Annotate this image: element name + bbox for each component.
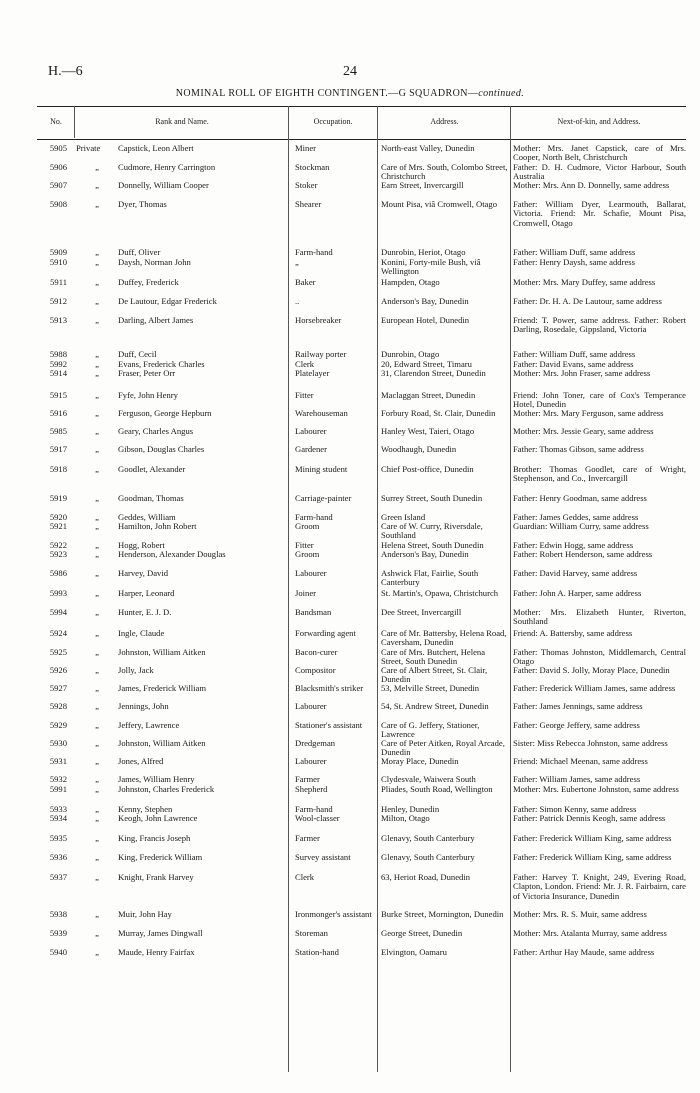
entry-number: 5991 [49, 785, 67, 794]
entry-next-of-kin: Father: Henry Daysh, same address [513, 258, 635, 267]
entry-number: 5929 [49, 721, 67, 730]
roll-table-body [37, 144, 686, 1074]
entry-address: Dunrobin, Heriot, Otago [381, 248, 466, 257]
entry-rank: „ [95, 391, 99, 400]
entry-next-of-kin: Brother: Thomas Goodlet, care of Wright, Stephenson, and Co., Invercargill [513, 465, 686, 484]
entry-name: Kenny, Stephen [118, 805, 173, 814]
entry-rank: „ [95, 666, 99, 675]
entry-name: Geary, Charles Angus [118, 427, 194, 436]
entry-next-of-kin: Father: Robert Henderson, same address [513, 550, 653, 559]
entry-number: 5928 [49, 702, 67, 711]
entry-address: Chief Post-office, Dunedin [381, 465, 474, 474]
entry-next-of-kin: Mother: Mrs. Mary Ferguson, same address [513, 409, 664, 418]
entry-occupation: Dredgeman [295, 739, 336, 748]
entry-name: King, Francis Joseph [118, 834, 191, 843]
entry-address: Konini, Forty-mile Bush, viâ Wellington [381, 258, 481, 277]
entry-occupation: Labourer [295, 757, 327, 766]
entry-number: 5936 [49, 853, 67, 862]
entry-number: 5925 [49, 648, 67, 657]
entry-name: Henderson, Alexander Douglas [118, 550, 226, 559]
entry-number: 5926 [49, 666, 67, 675]
entry-occupation: Clerk [295, 873, 315, 882]
entry-rank: „ [95, 929, 99, 938]
entry-rank: „ [95, 445, 99, 454]
entry-next-of-kin: Father: John A. Harper, same address [513, 589, 642, 598]
entry-occupation: Survey assistant [295, 853, 351, 862]
entry-occupation: Fitter [295, 541, 314, 550]
entry-name: Capstick, Leon Albert [118, 144, 194, 153]
entry-next-of-kin: Father: Frederick William King, same address [513, 834, 672, 843]
entry-occupation: Fitter [295, 391, 314, 400]
entry-number: 5905 [49, 144, 67, 153]
entry-next-of-kin: Father: David S. Jolly, Moray Place, Dunedin [513, 666, 670, 675]
entry-occupation: Stockman [295, 163, 330, 172]
entry-rank: „ [95, 513, 99, 522]
entry-next-of-kin: Father: Harvey T. Knight, 249, Evering Road, Clapton, London. Friend: Mr. J. R. Fairbairn, care of Victoria Insurance, Dunedin [513, 873, 686, 901]
entry-name: Harvey, David [118, 569, 169, 578]
entry-rank: „ [95, 702, 99, 711]
entry-occupation: „ [295, 258, 299, 267]
entry-address: Forbury Road, St. Clair, Dunedin [381, 409, 496, 418]
entry-name: Hogg, Robert [118, 541, 165, 550]
entry-address: Hanley West, Taieri, Otago [381, 427, 475, 436]
entry-occupation: Gardener [295, 445, 327, 454]
column-header-occupation: Occupation. [313, 117, 353, 126]
entry-name: James, William Henry [118, 775, 195, 784]
entry-next-of-kin: Mother: Mrs. Elizabeth Hunter, Riverton, Southland [513, 608, 686, 627]
entry-rank: „ [95, 834, 99, 843]
entry-number: 5937 [49, 873, 67, 882]
entry-number: 5933 [49, 805, 67, 814]
entry-number: 5923 [49, 550, 67, 559]
entry-rank: „ [95, 757, 99, 766]
entry-address: Care of Mr. Battersby, Helena Road, Caversham, Dunedin [381, 629, 507, 648]
entry-next-of-kin: Mother: Mrs. Janet Capstick, care of Mrs. Cooper, North Belt, Christchurch [513, 144, 686, 163]
entry-occupation: Clerk [295, 360, 315, 369]
title-suffix: continued. [478, 88, 525, 99]
entry-name: Daysh, Norman John [118, 258, 191, 267]
entry-number: 5909 [49, 248, 67, 257]
entry-rank: „ [95, 297, 99, 306]
entry-address: Anderson's Bay, Dunedin [381, 550, 469, 559]
entry-next-of-kin: Father: James Jennings, same address [513, 702, 643, 711]
entry-rank: Private [76, 144, 101, 153]
entry-address: Anderson's Bay, Dunedin [381, 297, 469, 306]
entry-occupation: Groom [295, 522, 320, 531]
entry-next-of-kin: Mother: Mrs. Mary Duffey, same address [513, 278, 656, 287]
entry-address: 20, Edward Street, Timaru [381, 360, 472, 369]
entry-next-of-kin: Friend: John Toner, care of Cox's Temperance Hotel, Dunedin [513, 391, 686, 410]
entry-occupation: Miner [295, 144, 317, 153]
entry-number: 5985 [49, 427, 67, 436]
entry-address: Green Island [381, 513, 426, 522]
entry-next-of-kin: Mother: Mrs. R. S. Muir, same address [513, 910, 647, 919]
entry-number: 5986 [49, 569, 67, 578]
entry-number: 5934 [49, 814, 67, 823]
entry-name: Darling, Albert James [118, 316, 194, 325]
entry-rank: „ [95, 316, 99, 325]
entry-name: Fraser, Peter Orr [118, 369, 176, 378]
entry-next-of-kin: Father: William Duff, same address [513, 248, 636, 257]
entry-next-of-kin: Friend: A. Battersby, same address [513, 629, 633, 638]
entry-next-of-kin: Friend: T. Power, same address. Father: Robert Darling, Rosedale, Gippsland, Victoria [513, 316, 686, 335]
column-header-address: Address. [430, 117, 459, 126]
entry-address: 53, Melville Street, Dunedin [381, 684, 480, 693]
entry-name: Johnston, William Aitken [118, 739, 206, 748]
entry-rank: „ [95, 494, 99, 503]
entry-address: Pliades, South Road, Wellington [381, 785, 493, 794]
entry-address: George Street, Dunedin [381, 929, 463, 938]
entry-occupation: Carriage-painter [295, 494, 352, 503]
entry-next-of-kin: Mother: Mrs. Ann D. Donnelly, same address [513, 181, 670, 190]
entry-next-of-kin: Father: Arthur Hay Maude, same address [513, 948, 655, 957]
entry-number: 5931 [49, 757, 67, 766]
entry-name: Hamilton, John Robert [118, 522, 197, 531]
entry-next-of-kin: Father: David Harvey, same address [513, 569, 638, 578]
entry-rank: „ [95, 569, 99, 578]
column-header-no: No. [50, 117, 62, 126]
entry-next-of-kin: Father: Dr. H. A. De Lautour, same address [513, 297, 662, 306]
entry-rank: „ [95, 948, 99, 957]
entry-rank: „ [95, 427, 99, 436]
entry-rank: „ [95, 775, 99, 784]
entry-next-of-kin: Father: Henry Goodman, same address [513, 494, 647, 503]
entry-rank: „ [95, 258, 99, 267]
entry-occupation: Horsebreaker [295, 316, 342, 325]
entry-name: Murray, James Dingwall [118, 929, 203, 938]
entry-address: Care of Peter Aitken, Royal Arcade, Dunedin [381, 739, 505, 758]
entry-name: Evans, Frederick Charles [118, 360, 205, 369]
entry-occupation: Storeman [295, 929, 328, 938]
entry-next-of-kin: Friend: Michael Meenan, same address [513, 757, 648, 766]
entry-name: Jolly, Jack [118, 666, 154, 675]
entry-rank: „ [95, 853, 99, 862]
entry-address: Care of Mrs. Butchert, Helena Street, South Dunedin [381, 648, 486, 667]
entry-rank: „ [95, 248, 99, 257]
entry-occupation: Farmer [295, 834, 320, 843]
entry-next-of-kin: Father: Frederick William King, same address [513, 853, 672, 862]
entry-rank: „ [95, 629, 99, 638]
entry-address: Glenavy, South Canterbury [381, 834, 475, 843]
entry-address: Glenavy, South Canterbury [381, 853, 475, 862]
entry-next-of-kin: Father: William Dyer, Learmouth, Ballarat, Victoria. Friend: Mr. Schafie, Mount Pisa, Cromwell, Otago [513, 200, 686, 228]
column-header-rank-name: Rank and Name. [155, 117, 209, 126]
entry-number: 5920 [49, 513, 67, 522]
entry-address: Hampden, Otago [381, 278, 440, 287]
entry-rank: „ [95, 278, 99, 287]
entry-rank: „ [95, 200, 99, 209]
entry-number: 5927 [49, 684, 67, 693]
entry-number: 5916 [49, 409, 67, 418]
entry-next-of-kin: Father: David Evans, same address [513, 360, 634, 369]
entry-name: Goodlet, Alexander [118, 465, 186, 474]
entry-number: 5938 [49, 910, 67, 919]
entry-occupation: Railway porter [295, 350, 347, 359]
entry-name: Maude, Henry Fairfax [118, 948, 195, 957]
entry-address: Henley, Dunedin [381, 805, 440, 814]
entry-next-of-kin: Father: James Geddes, same address [513, 513, 639, 522]
entry-rank: „ [95, 465, 99, 474]
entry-address: Elvington, Oamaru [381, 948, 447, 957]
entry-name: Gibson, Douglas Charles [118, 445, 205, 454]
table-header [37, 106, 686, 140]
entry-number: 5922 [49, 541, 67, 550]
entry-name: Cudmore, Henry Carrington [118, 163, 216, 172]
entry-number: 5910 [49, 258, 67, 267]
entry-name: King, Frederick William [118, 853, 203, 862]
entry-address: Woodhaugh, Dunedin [381, 445, 457, 454]
entry-number: 5994 [49, 608, 67, 617]
entry-rank: „ [95, 785, 99, 794]
entry-occupation: Stationer's assistant [295, 721, 363, 730]
entry-number: 5915 [49, 391, 67, 400]
page-number: 24 [343, 64, 357, 79]
entry-occupation: Shearer [295, 200, 322, 209]
entry-next-of-kin: Father: William Duff, same address [513, 350, 636, 359]
entry-address: Care of W. Curry, Riversdale, Southland [381, 522, 483, 541]
entry-occupation: Farmer [295, 775, 320, 784]
entry-number: 5917 [49, 445, 67, 454]
entry-occupation: Forwarding agent [295, 629, 356, 638]
entry-name: Dyer, Thomas [118, 200, 167, 209]
entry-rank: „ [95, 739, 99, 748]
entry-number: 5907 [49, 181, 67, 190]
entry-address: Dunrobin, Otago [381, 350, 440, 359]
entry-next-of-kin: Father: George Jeffery, same address [513, 721, 640, 730]
entry-address: Burke Street, Mornington, Dunedin [381, 910, 504, 919]
entry-address: Milton, Otago [381, 814, 430, 823]
entry-number: 5912 [49, 297, 67, 306]
entry-rank: „ [95, 608, 99, 617]
entry-name: Knight, Frank Harvey [118, 873, 194, 882]
entry-occupation: Mining student [295, 465, 348, 474]
entry-number: 5988 [49, 350, 67, 359]
entry-next-of-kin: Mother: Mrs. Eubertone Johnston, same address [513, 785, 679, 794]
entry-number: 5913 [49, 316, 67, 325]
entry-rank: „ [95, 163, 99, 172]
entry-number: 5919 [49, 494, 67, 503]
entry-address: Care of Albert Street, St. Clair, Dunedin [381, 666, 488, 685]
report-code: H.—6 [48, 64, 83, 79]
entry-next-of-kin: Father: D. H. Cudmore, Victor Harbour, South Australia [513, 163, 686, 182]
entry-name: Fyfe, John Henry [118, 391, 178, 400]
entry-number: 5918 [49, 465, 67, 474]
entry-number: 5992 [49, 360, 67, 369]
entry-address: St. Martin's, Opawa, Christchurch [381, 589, 499, 598]
entry-rank: „ [95, 350, 99, 359]
entry-number: 5932 [49, 775, 67, 784]
entry-name: Donnelly, William Cooper [118, 181, 209, 190]
entry-address: Surrey Street, South Dunedin [381, 494, 483, 503]
entry-name: Ingle, Claude [118, 629, 165, 638]
entry-next-of-kin: Father: Thomas Johnston, Middlemarch, Central Otago [513, 648, 686, 667]
entry-name: Duff, Oliver [118, 248, 161, 257]
entry-number: 5940 [49, 948, 67, 957]
entry-next-of-kin: Father: William James, same address [513, 775, 641, 784]
entry-next-of-kin: Mother: Mrs. John Fraser, same address [513, 369, 651, 378]
entry-next-of-kin: Sister: Miss Rebecca Johnston, same address [513, 739, 668, 748]
title-text: NOMINAL ROLL OF EIGHTH CONTINGENT.—G SQUADRON— [175, 88, 479, 99]
entry-next-of-kin: Father: Edwin Hogg, same address [513, 541, 634, 550]
entry-address: Dee Street, Invercargill [381, 608, 462, 617]
entry-name: Hunter, E. J. D. [118, 608, 172, 617]
entry-name: Muir, John Hay [118, 910, 172, 919]
entry-occupation: Compositor [295, 666, 336, 675]
entry-occupation: Ironmonger's assistant [295, 910, 372, 919]
entry-occupation: Baker [295, 278, 316, 287]
entry-rank: „ [95, 522, 99, 531]
entry-name: Jeffery, Lawrence [118, 721, 180, 730]
entry-address: Earn Street, Invercargill [381, 181, 464, 190]
entry-rank: „ [95, 684, 99, 693]
entry-next-of-kin: Mother: Mrs. Atalanta Murray, same address [513, 929, 667, 938]
entry-next-of-kin: Mother: Mrs. Jessie Geary, same address [513, 427, 654, 436]
entry-address: Helena Street, South Dunedin [381, 541, 484, 550]
entry-address: Maclaggan Street, Dunedin [381, 391, 476, 400]
entry-rank: „ [95, 873, 99, 882]
entry-occupation: Joiner [295, 589, 317, 598]
entry-name: Harper, Leonard [118, 589, 175, 598]
entry-number: 5914 [49, 369, 67, 378]
entry-occupation: Labourer [295, 702, 327, 711]
entry-number: 5930 [49, 739, 67, 748]
entry-rank: „ [95, 805, 99, 814]
entry-next-of-kin: Guardian: William Curry, same address [513, 522, 649, 531]
entry-number: 5906 [49, 163, 67, 172]
entry-occupation: Wool-classer [295, 814, 340, 823]
entry-address: 54, St. Andrew Street, Dunedin [381, 702, 489, 711]
entry-occupation: Farm-hand [295, 805, 333, 814]
entry-address: 31, Clarendon Street, Dunedin [381, 369, 486, 378]
entry-address: Care of G. Jeffery, Stationer, Lawrence [381, 721, 480, 740]
entry-occupation: Labourer [295, 569, 327, 578]
entry-rank: „ [95, 541, 99, 550]
entry-number: 5993 [49, 589, 67, 598]
entry-occupation: .. [295, 297, 300, 306]
entry-rank: „ [95, 814, 99, 823]
entry-number: 5924 [49, 629, 67, 638]
entry-address: Moray Place, Dunedin [381, 757, 459, 766]
entry-number: 5921 [49, 522, 67, 531]
page-title [0, 88, 700, 99]
entry-address: 63, Heriot Road, Dunedin [381, 873, 471, 882]
entry-name: Duff, Cecil [118, 350, 157, 359]
entry-address: Ashwick Flat, Fairlie, South Canterbury [381, 569, 479, 588]
entry-next-of-kin: Father: Simon Kenny, same address [513, 805, 637, 814]
entry-number: 5935 [49, 834, 67, 843]
entry-occupation: Labourer [295, 427, 327, 436]
entry-occupation: Farm-hand [295, 248, 333, 257]
entry-address: Clydesvale, Waiwera South [381, 775, 476, 784]
entry-occupation: Platelayer [295, 369, 330, 378]
entry-address: Care of Mrs. South, Colombo Street, Christchurch [381, 163, 508, 182]
entry-name: Johnston, Charles Frederick [118, 785, 215, 794]
entry-name: Jennings, John [118, 702, 169, 711]
entry-next-of-kin: Father: Thomas Gibson, same address [513, 445, 644, 454]
entry-number: 5908 [49, 200, 67, 209]
entry-rank: „ [95, 589, 99, 598]
entry-name: James, Frederick William [118, 684, 207, 693]
entry-address: European Hotel, Dunedin [381, 316, 470, 325]
entry-rank: „ [95, 181, 99, 190]
entry-rank: „ [95, 409, 99, 418]
entry-next-of-kin: Father: Patrick Dennis Keogh, same address [513, 814, 666, 823]
entry-name: Keogh, John Lawrence [118, 814, 198, 823]
entry-occupation: Warehouseman [295, 409, 348, 418]
entry-occupation: Farm-hand [295, 513, 333, 522]
entry-rank: „ [95, 360, 99, 369]
column-divider [74, 106, 75, 138]
entry-next-of-kin: Father: Frederick William James, same address [513, 684, 676, 693]
entry-name: Jones, Alfred [118, 757, 164, 766]
entry-occupation: Bandsman [295, 608, 332, 617]
entry-name: Johnston, William Aitken [118, 648, 206, 657]
entry-occupation: Blacksmith's striker [295, 684, 364, 693]
entry-rank: „ [95, 648, 99, 657]
entry-number: 5939 [49, 929, 67, 938]
entry-name: De Lautour, Edgar Frederick [118, 297, 217, 306]
column-header-next-of-kin: Next-of-kin, and Address. [557, 117, 641, 126]
entry-number: 5911 [50, 278, 67, 287]
entry-occupation: Groom [295, 550, 320, 559]
entry-occupation: Stoker [295, 181, 318, 190]
entry-name: Duffey, Frederick [118, 278, 179, 287]
entry-occupation: Station-hand [295, 948, 339, 957]
entry-rank: „ [95, 910, 99, 919]
entry-rank: „ [95, 369, 99, 378]
entry-rank: „ [95, 550, 99, 559]
entry-address: Mount Pisa, viâ Cromwell, Otago [381, 200, 498, 209]
entry-name: Geddes, William [118, 513, 176, 522]
entry-address: North-east Valley, Dunedin [381, 144, 475, 153]
entry-name: Goodman, Thomas [118, 494, 184, 503]
entry-rank: „ [95, 721, 99, 730]
entry-name: Ferguson, George Hepburn [118, 409, 212, 418]
entry-occupation: Shepherd [295, 785, 328, 794]
entry-occupation: Bacon-curer [295, 648, 338, 657]
